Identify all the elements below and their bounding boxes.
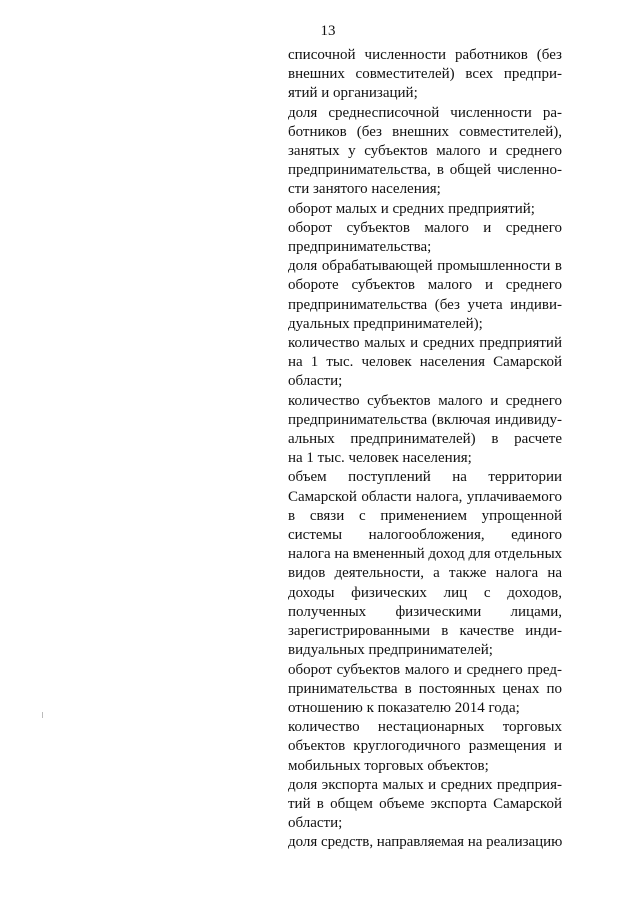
text-line: области; — [288, 815, 343, 832]
text-line: списочной численности работников (без — [288, 47, 562, 63]
paragraph-funds-share — [288, 833, 562, 852]
paragraph-enterprises-per-thousand — [288, 334, 562, 392]
text-line: ботников (без внешних совместителей), — [288, 123, 562, 140]
text-line: Самарской области налога, уплачиваемого — [288, 488, 562, 505]
paragraph-sme-per-thousand — [288, 392, 562, 469]
text-line: видов деятельности, а также налога на — [288, 565, 562, 582]
text-line: предпринимательства, в общей численно- — [288, 162, 562, 179]
text-line: зарегистрированными в качестве инди- — [288, 623, 562, 640]
text-line: области; — [288, 373, 343, 390]
text-line: налога на вмененный доход для отдельных — [288, 546, 563, 563]
paragraph-retail-objects — [288, 718, 562, 776]
text-line: оборот субъектов малого и среднего пред- — [288, 661, 562, 678]
text-line: тий в общем объеме экспорта Самарской — [288, 795, 562, 812]
paragraph-sme-turnover — [288, 219, 562, 257]
paragraph-sme-turnover-constant-prices — [288, 661, 562, 719]
document-text-column — [288, 46, 562, 853]
text-line: количество малых и средних предприятий — [288, 335, 562, 352]
text-line: на 1 тыс. человек населения Самарской — [288, 354, 562, 371]
text-line: количество нестационарных торговых — [288, 719, 562, 736]
text-line: сти занятого населения; — [288, 181, 441, 198]
text-line: доля средств, направляемая на реализацию — [288, 834, 563, 851]
text-line: предпринимательства (без учета индиви- — [288, 296, 562, 313]
text-line: внешних совместителей) всех предпри- — [288, 66, 562, 83]
text-line: принимательства в постоянных ценах по — [288, 680, 562, 697]
text-line: оборот субъектов малого и среднего — [288, 219, 562, 236]
text-line: ятий и организаций; — [288, 85, 418, 102]
text-line: доля экспорта малых и средних предприя- — [288, 776, 562, 793]
text-line: объем поступлений на территории — [288, 469, 562, 486]
text-line: альных предпринимателей) в расчете — [288, 431, 562, 448]
text-line: занятых у субъектов малого и среднего — [288, 143, 562, 160]
text-line: видуальных предпринимателей; — [288, 642, 493, 659]
paragraph-small-medium-turnover — [288, 200, 562, 219]
paragraph-manufacturing-share — [288, 257, 562, 334]
text-line: полученных физическими лицами, — [288, 603, 562, 620]
text-line: отношению к показателю 2014 года; — [288, 699, 520, 716]
text-line: доля среднесписочной численности ра- — [288, 104, 562, 121]
paragraph-tax-revenue — [288, 468, 562, 660]
text-line: объектов круглогодичного размещения и — [288, 738, 562, 755]
text-line: оборот малых и средних предприятий; — [288, 200, 535, 217]
text-line: дуальных предпринимателей); — [288, 315, 483, 332]
margin-mark — [42, 712, 43, 718]
text-line: предпринимательства; — [288, 239, 432, 256]
text-line: на 1 тыс. человек населения; — [288, 450, 472, 467]
paragraph-export-share — [288, 776, 562, 834]
text-line: мобильных торговых объектов; — [288, 757, 489, 774]
text-line: обороте субъектов малого и среднего — [288, 277, 562, 294]
text-line: доля обрабатывающей промышленности в — [288, 258, 562, 275]
text-line: системы налогообложения, единого — [288, 527, 562, 544]
text-line: доходы физических лиц с доходов, — [288, 584, 562, 601]
text-line: количество субъектов малого и среднего — [288, 392, 562, 409]
paragraph-employee-headcount — [288, 46, 562, 104]
page-number: 13 — [320, 23, 336, 39]
text-line: предпринимательства (включая индивиду- — [288, 411, 562, 428]
text-line: в связи с применением упрощенной — [288, 507, 562, 524]
paragraph-sme-employment-share — [288, 104, 562, 200]
